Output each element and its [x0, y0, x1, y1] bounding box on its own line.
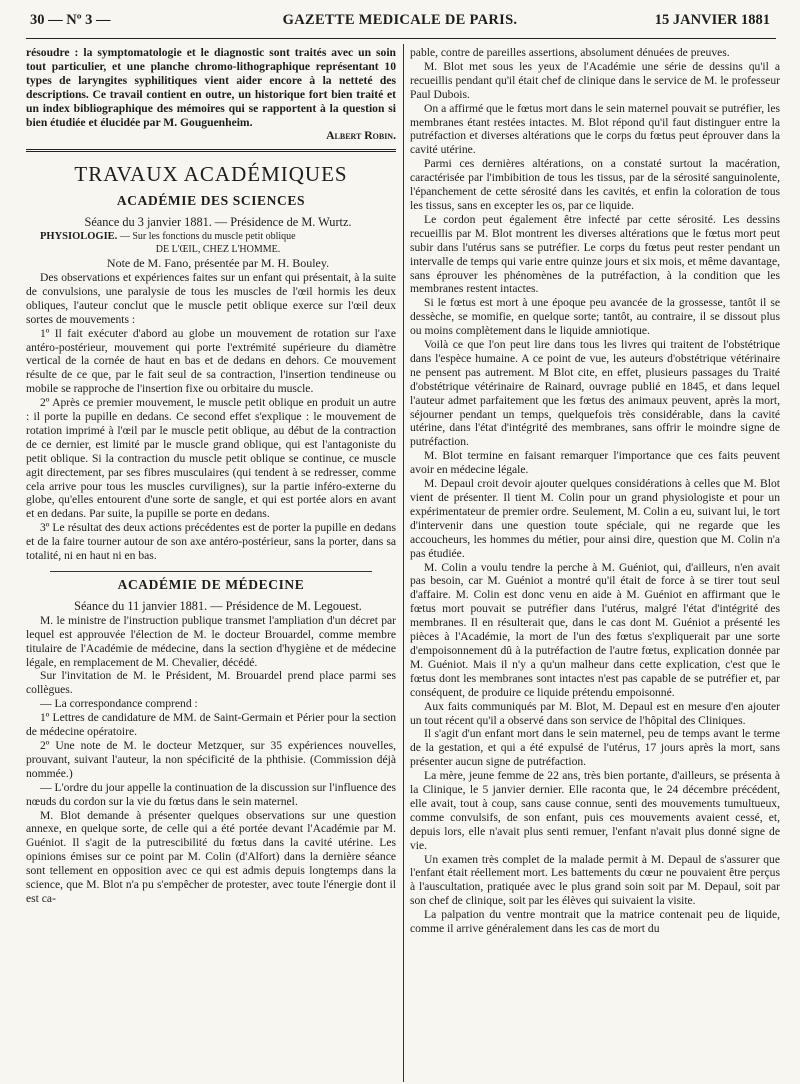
physiologie-subtitle: DE L'ŒIL, CHEZ L'HOMME.	[155, 244, 281, 256]
fano-paragraph-1: Des observations et expériences faites sur un enfant qui présentait, à la suite de convulsions, une paralysie de tous les muscles de l'œil hormis les deux obliques, l'auteur conclut que le muscle petit oblique exerce sur l'œil deux sortes de mouvements :	[26, 270, 396, 326]
right-paragraph-11: Aux faits communiqués par M. Blot, M. Depaul est en mesure d'en ajouter un tout récent qu'il a observé dans son service de l'hôpital des Cliniques.	[410, 699, 780, 727]
medecine-paragraph-3: — La correspondance comprend :	[40, 697, 198, 711]
right-paragraph-14: Un examen très complet de la malade permit à M. Depaul de s'assurer que l'enfant était réellement mort. Les battements du cœur ne pouvaient être perçus à l'auscultation, pratiquée avec le plus grand soin soit par M. Depaul, soit par son chef de clinique, soit par les élèves qui suivaient la visite.	[410, 852, 780, 908]
right-paragraph-15: La palpation du ventre montrait que la matrice contenait peu de liquide, comme il arrive généralement dans les cas de mort du	[410, 908, 780, 936]
medecine-paragraph-5: 2º Une note de M. le docteur Metzquer, sur 35 expériences nouvelles, prouvant, suivant l'auteur, la non spécificité de la phthisie. (Commission déjà nommée.)	[26, 738, 396, 780]
medecine-paragraph-4: 1º Lettres de candidature de MM. de Saint-Germain et Périer pour la section de médecine opératoire.	[26, 711, 396, 739]
right-paragraph-9: M. Depaul croit devoir ajouter quelques considérations à celles que M. Blot vient de présenter. Il tient M. Colin pour un grand physiologiste et pour un expérimentateur de premier ordre. Seulement, M. Colin a eu, suivant lui, le tort d'intervenir dans une question toute spéciale, qui ne regarde que les accoucheurs, les hommes du métier, pour ainsi dire, question que M. Colin n'a pas étudiée.	[410, 477, 780, 560]
journal-title: GAZETTE MEDICALE DE PARIS.	[282, 12, 518, 28]
section-title: TRAVAUX ACADÉMIQUES	[74, 162, 348, 187]
issue-date: 15 JANVIER 1881	[654, 12, 770, 28]
page-header	[30, 10, 770, 34]
right-paragraph-8: M. Blot termine en faisant remarquer l'importance que ces faits peuvent avoir en médecine légale.	[410, 449, 780, 477]
physiologie-title: — Sur les fonctions du muscle petit oblique	[119, 231, 296, 243]
right-paragraph-7: Voilà ce que l'on peut lire dans tous les livres qui traitent de l'obstétrique dans l'espèce humaine. A ce point de vue, les auteurs d'obstétrique vétérinaire ne pensent pas autrement. M Blot cite, en effet, plusieurs passages du Traité d'obstétrique vétérinaire de Rainard, ouvrage publié en 1845, et dans lequel l'auteur admet parfaitement que les fœtus des animaux peuvent, après la mort, séjourner pendant un temps, quelquefois très considérable, dans la cavité utérine, dans l'état d'intégrité des membranes, sans offrir le moindre signe de putréfaction.	[410, 338, 780, 449]
medecine-paragraph-1: M. le ministre de l'instruction publique transmet l'ampliation d'un décret par lequel est approuvée l'élection de M. le docteur Brouardel, comme membre titulaire de l'Académie de médecine, dans la section d'hygiène et de médecine légale, en remplacement de M. Chevalier, décédé.	[26, 613, 396, 669]
physiologie-label: PHYSIOLOGIE.	[40, 231, 118, 243]
right-paragraph-13: La mère, jeune femme de 22 ans, très bien portante, d'ailleurs, se présenta à la Clinique, le 5 janvier dernier. Elle raconta que, le 24 décembre précédent, elle avait, tout à coup, sans cause connue, senti des mouvements tumultueux, comme convulsifs, de son enfant, puis ces mouvements avaient cessé, et, depuis lors, elle n'avait plus senti remuer, l'enfant n'avait plus donné signe de vie.	[410, 769, 780, 852]
fano-paragraph-4: 3º Le résultat des deux actions précédentes est de porter la pupille en dedans et de la faire tourner autour de son axe antéro-postérieur, sans la porter, dans sa totalité, ni en haut ni en bas.	[26, 521, 396, 563]
right-paragraph-5: Le cordon peut également être infecté par cette sérosité. Les dessins recueillis par M. Blot montrent les diverses altérations que le fœtus mort peut subir dans l'utérus sans se putréfier. Le corps du fœtus peut rester pendant un intervalle de temps qui varie entre quinze jours et six mois, et même davantage, sans éprouver les phénomènes de la putréfaction, à la condition que les membranes restent intactes.	[410, 212, 780, 296]
section-divider	[26, 149, 396, 152]
right-paragraph-10: M. Colin a voulu tendre la perche à M. Guéniot, qui, d'ailleurs, n'en avait pas besoin, car M. Guéniot a montré qu'il était de force à se tirer tout seul d'affaire. M. Colin est donc venu en aide à M. Guéniot en affirmant que le fœtus mort pouvait se putréfier dans l'utérus, malgré l'état d'intégrité des membranes. Il en résulterait que, dans le cas dont M. Guéniot a présenté les pièces à l'Académie, la mort de l'un des fœtus s'expliquerait par une sorte d'empoisonnement dû à la putréfaction de l'autre fœtus, explication donnée par M. Guéniot. Mais il n'y a qu'un malheur dans cette explication, c'est que le fœtus dont les membranes sont intactes n'est pas capable de se putréfier et, par conséquent, de produire ce liquide prétendu empoisonné.	[410, 560, 780, 699]
heading-academie-medecine: ACADÉMIE DE MÉDECINE	[117, 577, 305, 592]
right-column	[410, 46, 780, 1082]
right-paragraph-2: M. Blot met sous les yeux de l'Académie une série de dessins qu'il a recueillis pendant qu'il était chef de clinique dans le service de M. le professeur Paul Dubois.	[410, 59, 780, 101]
fano-paragraph-3: 2º Après ce premier mouvement, le muscle petit oblique en produit un autre : il porte la pupille en dedans. Ce second effet s'explique : le mouvement de rotation imprimé à l'œil par le muscle petit oblique, au début de la contraction de ce dernier, est limité par le muscle grand oblique, qui est l'antagoniste du petit oblique. Si la contraction du muscle petit oblique se continue, ce muscle agit directement, par ses fibres musculaires (qui tendent à se redresser, comme cela arrive pour tous les muscles curvilignes), sur la partie inféro-externe du globe, qu'elles entourent d'une sorte de sangle, et qui est portée alors en avant et en dedans. Par suite, la pupille se porte en dedans.	[26, 396, 396, 521]
header-rule	[26, 38, 776, 39]
section-rule	[50, 571, 372, 572]
seance-medecine: Séance du 11 janvier 1881. — Présidence de M. Legouest.	[74, 598, 362, 613]
medecine-paragraph-7: M. Blot demande à présenter quelques observations sur une question annexe, en quelque sorte, de celle qui a été portée devant l'Académie par M. Guéniot. Il s'agit de la putrescibilité du fœtus dans la cavité utérine. Les opinions émises sur ce point par M. Colin (d'Alfort) dans la dernière séance sont tellement en opposition avec ce qui est admis depuis longtemps dans la science, que M. Blot n'a pu s'empêcher de protester, avec toute l'énergie dont il est ca-	[26, 808, 396, 905]
note-fano: Note de M. Fano, présentée par M. H. Bouley.	[106, 256, 330, 271]
signature-albert-robin: Albert Robin.	[326, 129, 396, 143]
medecine-paragraph-2: Sur l'invitation de M. le Président, M. Brouardel prend place parmi ses collègues.	[26, 669, 396, 697]
seance-sciences: Séance du 3 janvier 1881. — Présidence de M. Wurtz.	[84, 215, 352, 230]
right-paragraph-12: Il s'agit d'un enfant mort dans le sein maternel, peu de temps avant le terme de la gestation, et qui a été expulsé de l'utérus, 17 jours après la mort, sans présenter aucun signe de putréfaction.	[410, 727, 780, 769]
right-paragraph-6: Si le fœtus est mort à une époque peu avancée de la grossesse, tantôt il se dessèche, se momifie, en quelque sorte; tantôt, au contraire, il se dissout plus ou moins complètement dans le liquide amniotique.	[410, 296, 780, 338]
left-column	[26, 46, 396, 1082]
medecine-paragraph-6: — L'ordre du jour appelle la continuation de la discussion sur l'influence des nœuds du cordon sur la vie du fœtus dans le sein maternel.	[26, 780, 396, 808]
fano-paragraph-2: 1º Il fait exécuter d'abord au globe un mouvement de rotation sur l'axe antéro-postérieur, mouvement qui porte l'extrémité supérieure du diamètre vertical de la cornée de haut en bas et de dedans en dehors. Ce mouvement résulte de ce que, par le fait seul de sa contraction, l'insertion tendineuse ou mobile se rapproche de l'insertion fixe ou orbitaire du muscle.	[26, 326, 396, 396]
right-paragraph-3: On a affirmé que le fœtus mort dans le sein maternel pouvait se putréfier, les membranes étant restées intactes. M. Blot répond qu'il faut distinguer entre la putréfaction et diverses altérations que le corps du fœtus peut éprouver dans la cavité utérine.	[410, 101, 780, 157]
page-number: 30 — Nº 3 —	[30, 12, 111, 28]
column-divider	[403, 44, 404, 1082]
heading-academie-sciences: ACADÉMIE DES SCIENCES	[116, 193, 306, 209]
intro-paragraph: résoudre : la symptomatologie et le diagnostic sont traités avec un soin tout particulier, et une planche chromo-lithographique représentant 10 types de laryngites syphilitiques vient aider encore à la netteté des descriptions. Ce travail contient en outre, un historique fort bien traité et un index bibliographique des mémoires qui se rapportent à la question si bien étudiée et élucidée par M. Gouguenheim.	[26, 46, 396, 129]
physiologie-heading	[26, 230, 396, 243]
right-paragraph-1: pable, contre de pareilles assertions, absolument dénuées de preuves.	[410, 46, 730, 59]
right-paragraph-4: Parmi ces dernières altérations, on a constaté surtout la macération, caractérisée par l'imbibition de tous les tissus, par de la sérosité sanguinolente, l'épanchement de cette sérosité dans les cavités, et enfin la coloration de tous les tissus, sans en excepter les os, par ce liquide.	[410, 157, 780, 212]
